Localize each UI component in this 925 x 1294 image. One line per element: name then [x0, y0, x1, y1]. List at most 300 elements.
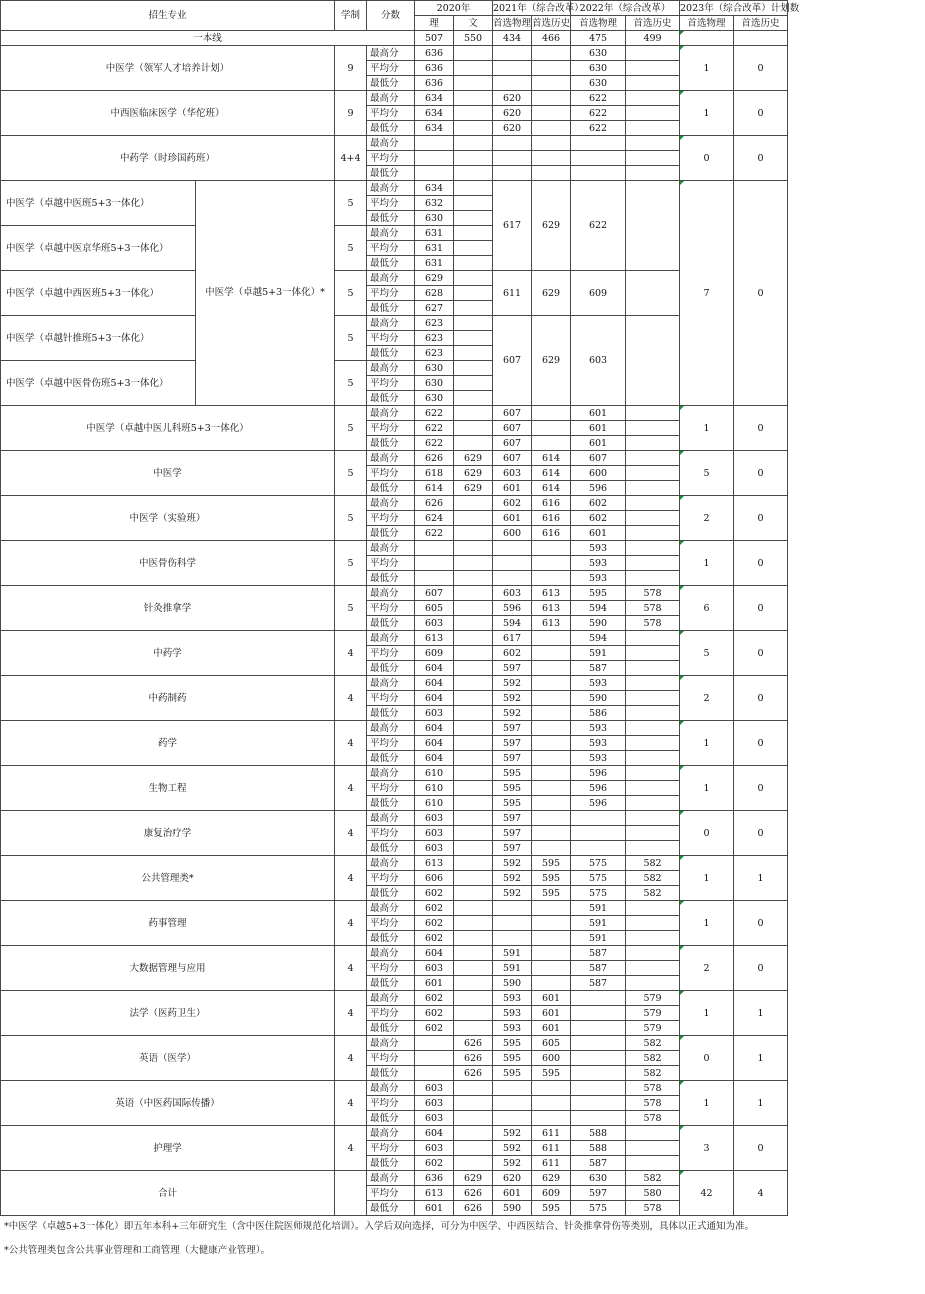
score-cell [454, 331, 493, 346]
score-kind-label: 最高分 [367, 1126, 415, 1141]
score-kind-label: 最高分 [367, 856, 415, 871]
score-cell [571, 1111, 626, 1126]
score-cell [493, 151, 532, 166]
score-cell: 632 [415, 196, 454, 211]
plan-2023-physics: 6 [680, 586, 734, 631]
score-cell [626, 1141, 680, 1156]
score-cell [626, 166, 680, 181]
score-kind-label: 最低分 [367, 76, 415, 91]
score-cell [626, 676, 680, 691]
score-cell: 607 [493, 406, 532, 421]
score-kind-label: 最高分 [367, 676, 415, 691]
score-cell [571, 841, 626, 856]
score-cell: 603 [493, 466, 532, 481]
score-kind-label: 最高分 [367, 361, 415, 376]
score-cell [571, 1051, 626, 1066]
score-cell: 623 [415, 331, 454, 346]
score-cell: 631 [415, 256, 454, 271]
score-cell: 613 [532, 616, 571, 631]
score-cell [454, 496, 493, 511]
score-kind-label: 最高分 [367, 316, 415, 331]
score-cell [626, 646, 680, 661]
score-kind-label: 最高分 [367, 901, 415, 916]
score-cell: 603 [415, 826, 454, 841]
major-name: 英语（医学） [1, 1036, 335, 1081]
score-cell: 620 [493, 121, 532, 136]
score-cell: 594 [571, 601, 626, 616]
score-cell: 630 [415, 391, 454, 406]
major-years: 4 [335, 901, 367, 946]
score-cell [626, 451, 680, 466]
score-cell: 597 [493, 661, 532, 676]
score-cell [454, 931, 493, 946]
score-cell: 634 [415, 121, 454, 136]
score-cell: 629 [454, 1171, 493, 1186]
score-cell [454, 166, 493, 181]
score-cell [454, 211, 493, 226]
score-cell: 636 [415, 76, 454, 91]
plan-2023-history: 4 [734, 1171, 788, 1216]
score-cell: 630 [571, 76, 626, 91]
score-cell [571, 991, 626, 1006]
score-cell [454, 436, 493, 451]
score-cell [532, 766, 571, 781]
score-kind-label: 平均分 [367, 106, 415, 121]
score-cell: 582 [626, 1171, 680, 1186]
score-cell [454, 811, 493, 826]
score-cell [454, 1006, 493, 1021]
score-cell: 591 [571, 916, 626, 931]
score-kind-label: 最低分 [367, 211, 415, 226]
major-years: 4 [335, 1126, 367, 1171]
score-kind-label: 最高分 [367, 991, 415, 1006]
major-years: 9 [335, 91, 367, 136]
score-kind-label: 最低分 [367, 1156, 415, 1171]
score-kind-label: 平均分 [367, 826, 415, 841]
score-kind-label: 平均分 [367, 916, 415, 931]
score-cell [626, 121, 680, 136]
score-cell [532, 781, 571, 796]
score-kind-label: 最高分 [367, 721, 415, 736]
score-cell [454, 1111, 493, 1126]
score-cell: 631 [415, 226, 454, 241]
score-cell [532, 826, 571, 841]
score-cell: 595 [532, 871, 571, 886]
plan-2023-physics: 5 [680, 451, 734, 496]
score-cell: 591 [493, 946, 532, 961]
score-cell: 629 [454, 481, 493, 496]
score-cell [626, 976, 680, 991]
major-years: 4+4 [335, 136, 367, 181]
score-cell: 578 [626, 586, 680, 601]
score-cell [454, 661, 493, 676]
score-cell: 575 [571, 856, 626, 871]
score-kind-label: 平均分 [367, 556, 415, 571]
score-cell: 609 [415, 646, 454, 661]
score-cell [571, 1036, 626, 1051]
score-cell [454, 301, 493, 316]
score-kind-label: 最高分 [367, 1036, 415, 1051]
major-name: 中医学 [1, 451, 335, 496]
score-cell: 588 [571, 1141, 626, 1156]
score-kind-label: 平均分 [367, 691, 415, 706]
score-cell: 636 [415, 46, 454, 61]
score-cell: 604 [415, 751, 454, 766]
score-cell: 614 [532, 451, 571, 466]
score-cell [454, 391, 493, 406]
score-kind-label: 最低分 [367, 616, 415, 631]
score-kind-label: 最低分 [367, 121, 415, 136]
score-cell [626, 916, 680, 931]
major-name: 药事管理 [1, 901, 335, 946]
score-cell [532, 91, 571, 106]
score-cell: 595 [493, 1051, 532, 1066]
score-cell [454, 871, 493, 886]
score-cell [626, 496, 680, 511]
score-cell: 607 [493, 436, 532, 451]
score-cell [493, 556, 532, 571]
score-cell [454, 541, 493, 556]
score-cell: 597 [493, 751, 532, 766]
score-cell: 620 [493, 106, 532, 121]
footnote-zhuoyue: *中医学（卓越5+3一体化）即五年本科+三年研究生（含中医住院医师规范化培训）。入学后双向选择，可分为中医学、中西医结合、针灸推拿骨伤等类别，具体以正式通知为准。 [4, 1221, 755, 1232]
score-cell [571, 166, 626, 181]
table-row [1, 46, 925, 61]
score-cell [454, 826, 493, 841]
score-cell: 590 [493, 1201, 532, 1216]
score-cell: 602 [415, 886, 454, 901]
major-years: 4 [335, 676, 367, 721]
plan-2023-physics: 1 [680, 46, 734, 91]
score-kind-label: 最低分 [367, 346, 415, 361]
score-cell [454, 1081, 493, 1096]
score-cell [415, 1066, 454, 1081]
score-cell [493, 541, 532, 556]
score-cell: 578 [626, 1201, 680, 1216]
score-cell: 601 [493, 511, 532, 526]
major-years: 5 [335, 406, 367, 451]
major-years: 4 [335, 631, 367, 676]
score-cell: 595 [532, 856, 571, 871]
score-cell: 601 [571, 421, 626, 436]
score-cell: 611 [532, 1141, 571, 1156]
score-cell: 600 [571, 466, 626, 481]
score-cell: 622 [571, 121, 626, 136]
score-cell: 578 [626, 616, 680, 631]
plan-2023-physics: 1 [680, 721, 734, 766]
score-kind-label: 最低分 [367, 526, 415, 541]
table-row [1, 91, 925, 106]
score-cell: 626 [454, 1066, 493, 1081]
score-kind-label: 平均分 [367, 1186, 415, 1201]
score-cell: 596 [571, 796, 626, 811]
score-cell: 602 [571, 496, 626, 511]
score-cell [454, 691, 493, 706]
score-kind-label: 最低分 [367, 751, 415, 766]
score-cell: 631 [415, 241, 454, 256]
score-cell [415, 136, 454, 151]
plan-2023-history: 0 [734, 136, 788, 181]
plan-2023-physics: 1 [680, 991, 734, 1036]
major-years: 5 [335, 451, 367, 496]
score-kind-label: 平均分 [367, 1096, 415, 1111]
score-cell [532, 736, 571, 751]
score-cell [532, 136, 571, 151]
score-cell: 602 [415, 1021, 454, 1036]
header-score: 分数 [367, 1, 415, 31]
plan-2023-history: 0 [734, 901, 788, 946]
table-row [1, 586, 925, 601]
score-kind-label: 最低分 [367, 796, 415, 811]
score-cell: 603 [415, 841, 454, 856]
score-cell [571, 1006, 626, 1021]
score-cell: 590 [571, 691, 626, 706]
major-years: 4 [335, 721, 367, 766]
score-cell: 592 [493, 1126, 532, 1141]
score-cell [454, 106, 493, 121]
score-cell: 587 [571, 946, 626, 961]
score-cell: 607 [571, 451, 626, 466]
score-cell: 601 [532, 1006, 571, 1021]
score-cell [454, 226, 493, 241]
zhuoyue-2022-history [626, 316, 680, 406]
score-cell [454, 91, 493, 106]
score-cell [532, 151, 571, 166]
score-cell [571, 136, 626, 151]
score-cell [493, 901, 532, 916]
zhuoyue-2021-history: 629 [532, 271, 571, 316]
score-cell [454, 361, 493, 376]
score-cell: 604 [415, 691, 454, 706]
plan-2023-history: 0 [734, 91, 788, 136]
score-kind-label: 最低分 [367, 1201, 415, 1216]
score-cell [454, 856, 493, 871]
score-cell [532, 1081, 571, 1096]
zhuoyue-sub-name: 中医学（卓越中西医班5+3一体化） [1, 271, 196, 316]
score-kind-label: 最低分 [367, 1111, 415, 1126]
score-cell [493, 136, 532, 151]
score-cell [626, 721, 680, 736]
score-cell [532, 721, 571, 736]
score-cell [454, 181, 493, 196]
score-cell [532, 406, 571, 421]
score-cell: 603 [415, 961, 454, 976]
score-cell [454, 586, 493, 601]
score-cell: 610 [415, 796, 454, 811]
zhuoyue-sub-years: 5 [335, 181, 367, 226]
score-kind-label: 平均分 [367, 961, 415, 976]
score-cell [532, 976, 571, 991]
score-cell: 588 [571, 1126, 626, 1141]
score-cell: 607 [493, 451, 532, 466]
score-kind-label: 平均分 [367, 1051, 415, 1066]
score-kind-label: 平均分 [367, 511, 415, 526]
major-years: 4 [335, 946, 367, 991]
score-kind-label: 最低分 [367, 841, 415, 856]
score-cell [454, 286, 493, 301]
score-cell [571, 826, 626, 841]
score-cell [415, 556, 454, 571]
score-cell [532, 166, 571, 181]
benchmark-value: 550 [454, 31, 493, 46]
score-cell [454, 901, 493, 916]
score-cell [626, 901, 680, 916]
score-cell [532, 1096, 571, 1111]
score-cell: 622 [571, 91, 626, 106]
score-cell [454, 631, 493, 646]
score-kind-label: 最高分 [367, 586, 415, 601]
plan-2023-history: 1 [734, 1036, 788, 1081]
major-name: 生物工程 [1, 766, 335, 811]
score-cell [626, 946, 680, 961]
table-row [1, 856, 925, 871]
score-cell: 611 [532, 1126, 571, 1141]
score-cell [454, 421, 493, 436]
score-cell [454, 556, 493, 571]
score-kind-label: 平均分 [367, 781, 415, 796]
score-cell [626, 151, 680, 166]
score-cell: 606 [415, 871, 454, 886]
score-cell [571, 151, 626, 166]
score-cell [454, 271, 493, 286]
score-cell [626, 1156, 680, 1171]
score-cell [454, 151, 493, 166]
score-cell [626, 526, 680, 541]
score-cell: 591 [571, 901, 626, 916]
plan-2023-physics: 1 [680, 91, 734, 136]
score-cell: 593 [571, 751, 626, 766]
plan-2023-history: 1 [734, 991, 788, 1036]
score-cell: 603 [415, 1081, 454, 1096]
score-kind-label: 最高分 [367, 946, 415, 961]
score-cell: 601 [571, 526, 626, 541]
major-years: 4 [335, 766, 367, 811]
zhuoyue-2021-history: 629 [532, 181, 571, 271]
score-cell [532, 106, 571, 121]
score-kind-label: 最低分 [367, 931, 415, 946]
score-cell: 593 [571, 556, 626, 571]
score-kind-label: 最高分 [367, 406, 415, 421]
score-cell: 587 [571, 976, 626, 991]
score-cell: 623 [415, 316, 454, 331]
score-cell [493, 931, 532, 946]
score-kind-label: 最高分 [367, 811, 415, 826]
plan-2023-history: 0 [734, 1126, 788, 1171]
score-cell [454, 76, 493, 91]
score-cell [626, 541, 680, 556]
score-cell [454, 946, 493, 961]
score-cell [532, 541, 571, 556]
score-cell [626, 931, 680, 946]
score-kind-label: 最低分 [367, 256, 415, 271]
score-cell: 597 [571, 1186, 626, 1201]
score-cell: 593 [571, 541, 626, 556]
score-cell [626, 466, 680, 481]
score-cell: 592 [493, 691, 532, 706]
benchmark-value: 507 [415, 31, 454, 46]
major-name: 法学（医药卫生） [1, 991, 335, 1036]
score-cell: 604 [415, 1126, 454, 1141]
score-cell [532, 676, 571, 691]
score-kind-label: 平均分 [367, 646, 415, 661]
score-cell: 636 [415, 61, 454, 76]
score-cell: 609 [532, 1186, 571, 1201]
score-cell [493, 46, 532, 61]
plan-2023-history: 0 [734, 181, 788, 406]
score-kind-label: 平均分 [367, 1141, 415, 1156]
score-kind-label: 平均分 [367, 151, 415, 166]
zhuoyue-sub-years: 5 [335, 271, 367, 316]
score-cell: 595 [493, 781, 532, 796]
table-row [1, 541, 925, 556]
score-cell: 596 [571, 766, 626, 781]
score-cell [626, 136, 680, 151]
score-cell: 602 [415, 991, 454, 1006]
score-cell: 586 [571, 706, 626, 721]
score-cell: 594 [571, 631, 626, 646]
score-cell [493, 76, 532, 91]
score-cell [626, 1126, 680, 1141]
table-row [1, 631, 925, 646]
score-cell: 630 [415, 376, 454, 391]
plan-2023-history: 0 [734, 631, 788, 676]
score-cell [454, 571, 493, 586]
plan-2023-history: 1 [734, 1081, 788, 1126]
score-cell: 636 [415, 1171, 454, 1186]
score-kind-label: 最高分 [367, 496, 415, 511]
score-cell [454, 781, 493, 796]
score-cell: 604 [415, 946, 454, 961]
zhuoyue-2022-physics: 609 [571, 271, 626, 316]
score-cell [454, 646, 493, 661]
score-cell [626, 436, 680, 451]
score-kind-label: 最低分 [367, 661, 415, 676]
score-cell: 616 [532, 526, 571, 541]
major-name: 康复治疗学 [1, 811, 335, 856]
major-name: 公共管理类* [1, 856, 335, 901]
score-cell [626, 406, 680, 421]
plan-2023-physics: 0 [680, 811, 734, 856]
score-cell: 595 [532, 1066, 571, 1081]
plan-2023-physics: 1 [680, 901, 734, 946]
score-cell: 587 [571, 961, 626, 976]
score-cell: 601 [571, 406, 626, 421]
score-cell: 602 [415, 931, 454, 946]
score-cell: 630 [415, 361, 454, 376]
score-kind-label: 最高分 [367, 631, 415, 646]
score-cell [571, 1081, 626, 1096]
plan-2023-physics: 3 [680, 1126, 734, 1171]
score-cell: 613 [532, 601, 571, 616]
score-cell [532, 1111, 571, 1126]
major-name: 中医学（领军人才培养计划） [1, 46, 335, 91]
score-cell: 622 [415, 421, 454, 436]
header-2023: 2023年（综合改革）计划数 [680, 2, 800, 14]
score-cell [415, 151, 454, 166]
score-cell [454, 916, 493, 931]
score-cell: 602 [415, 1006, 454, 1021]
score-kind-label: 最高分 [367, 1171, 415, 1186]
score-cell: 624 [415, 511, 454, 526]
plan-2023-physics: 2 [680, 946, 734, 991]
score-kind-label: 最低分 [367, 571, 415, 586]
score-cell [571, 1096, 626, 1111]
zhuoyue-2021-physics: 617 [493, 181, 532, 271]
score-cell: 626 [454, 1051, 493, 1066]
score-kind-label: 最高分 [367, 136, 415, 151]
score-cell [532, 751, 571, 766]
score-cell: 601 [532, 1021, 571, 1036]
